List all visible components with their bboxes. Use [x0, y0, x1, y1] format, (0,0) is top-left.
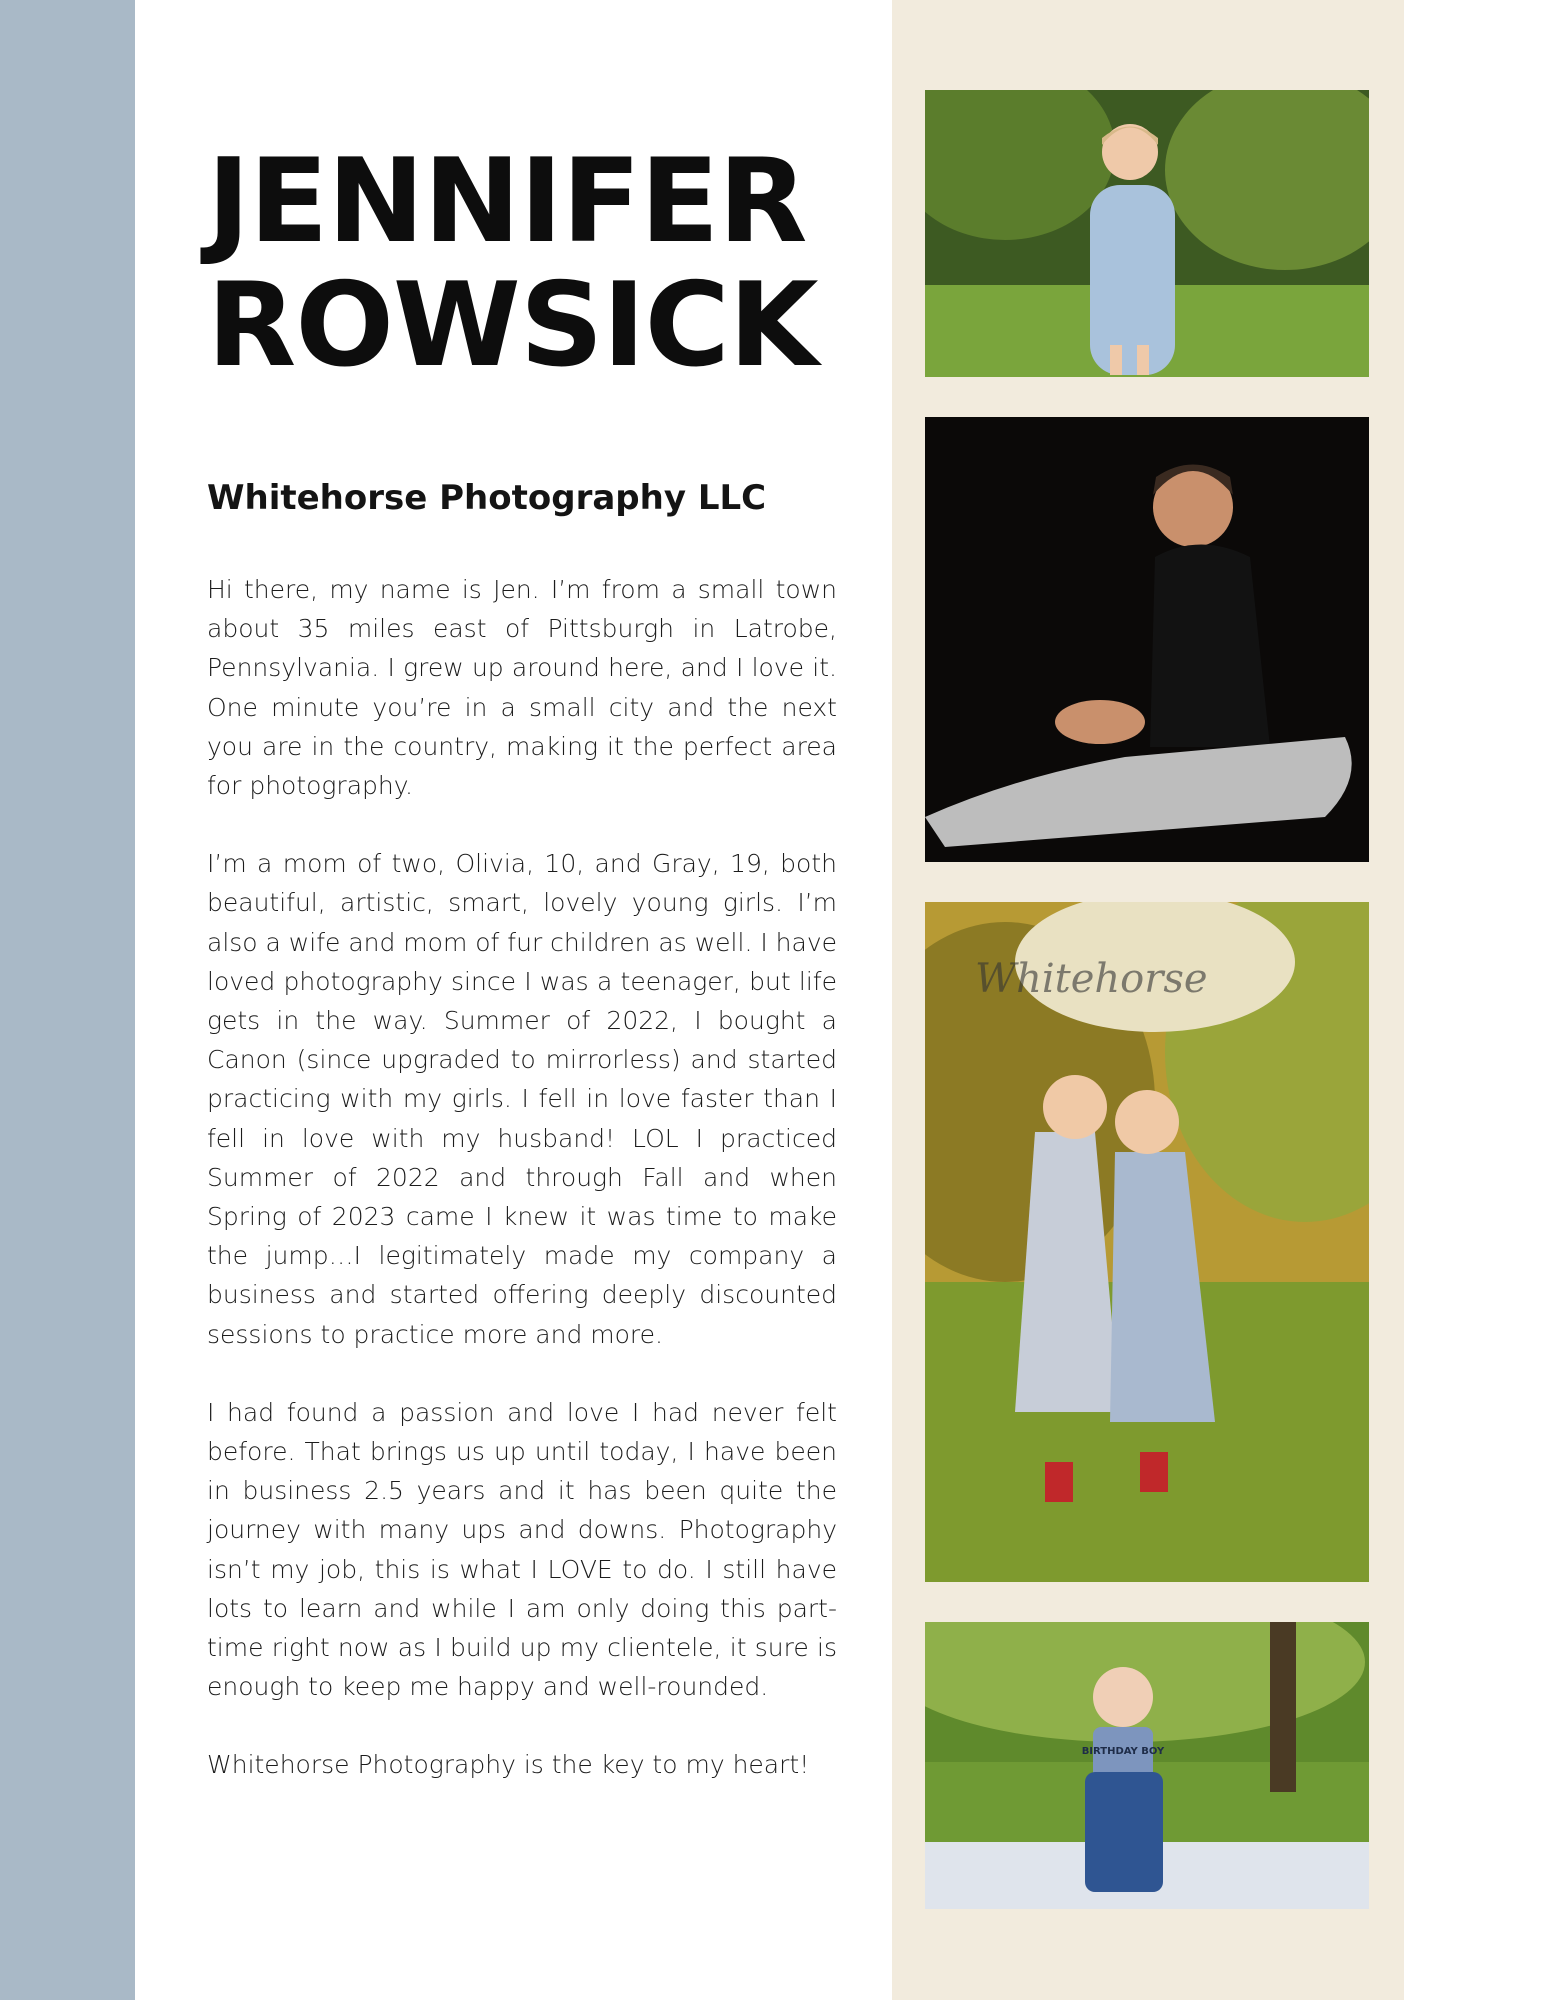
photo-girl-peace-sign [925, 90, 1369, 377]
bio-paragraph: Whitehorse Photography is the key to my heart! [207, 1750, 810, 1780]
shirt-text: BIRTHDAY BOY [1081, 1746, 1165, 1757]
bio-paragraph: I’m a mom of two, Olivia, 10, and Gray, 19, both beautiful, artistic, smart, lovely young girls. I’m also a wife and mom of fur children as well. I have loved photography since I was a teenager, but life gets in the way. Summer of 2022, I bought a Canon (since upgraded to mirrorless) and started practicing with my girls. I fell in love faster than I fell in love with my husband! LOL I practiced Summer of 2022 and through Fall and when Spring of 2023 came I knew it was time to make the jump…I legitimately made my company a business and started offering deeply discounted sessions to practice more and more. [207, 849, 837, 1349]
page-title [207, 134, 837, 393]
main-content [207, 134, 837, 1824]
photo-two-girls [925, 902, 1369, 1582]
bio-paragraph: I had found a passion and love I had never felt before. That brings us up until today, I have been in business 2.5 years and it has been quite the journey with many ups and downs. Photography isn’t my job, this is what I LOVE to do. I still have lots to learn and while I am only doing this part-time right now as I build up my clientele, it sure is enough to keep me happy and well-rounded. [207, 1397, 837, 1702]
watermark-logo: Whitehorse [975, 956, 1208, 1002]
left-color-band [0, 0, 135, 2000]
bio-text [207, 570, 837, 1785]
last-name: ROWSICK [207, 258, 818, 393]
bio-paragraph: Hi there, my name is Jen. I’m from a small town about 35 miles east of Pittsburgh in Latrobe, Pennsylvania. I grew up around here, and I love it. One minute you’re in a small city and the next you are in the country, making it the perfect area for photography. [207, 575, 837, 801]
first-name: JENNIFER [207, 134, 807, 269]
photo-portrait-woman [925, 417, 1369, 862]
photo-baby-boy [925, 1622, 1369, 1909]
company-name: Whitehorse Photography LLC [207, 478, 767, 518]
